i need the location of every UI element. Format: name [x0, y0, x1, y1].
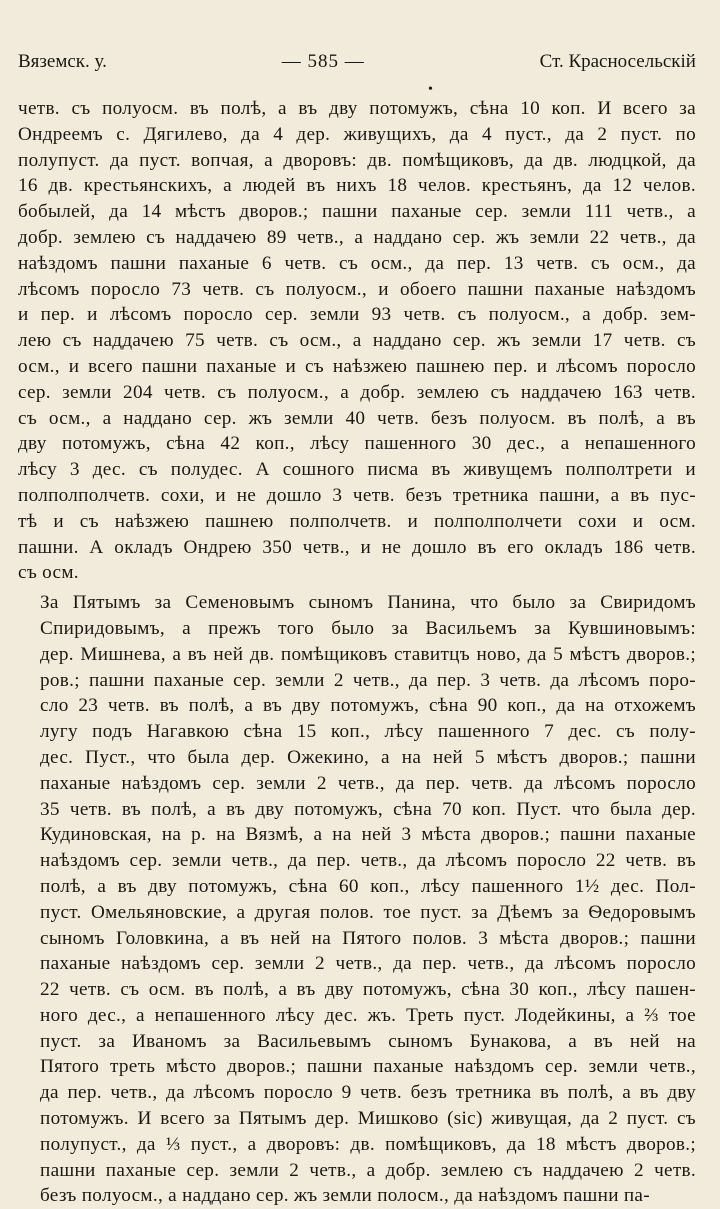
text-line: пуст. Омельяновские, а другая полов. тое пуст. за Дѣемъ за Ѳедоровымъ — [40, 901, 696, 923]
text-line: да пер. четв., да лѣсомъ поросло 9 четв. безъ третника въ полѣ, а въ дву — [40, 1082, 696, 1104]
text-line: съ осм. — [18, 562, 79, 584]
text-line: полупуст. да пуст. вопчая, а дворовъ: дв. помѣщиковъ, да дв. людцкой, да — [18, 149, 696, 171]
text-line: полупуст., да ⅓ пуст., а дворовъ: дв. помѣщиковъ, да 18 мѣстъ дворов.; — [40, 1133, 696, 1155]
text-line: Спиридовымъ, а прежъ того было за Васильемъ за Кувшиновымъ: — [40, 617, 696, 639]
text-line: полполполчетв. сохи, и не дошло 3 четв. безъ третника пашни, а въ пус- — [18, 484, 696, 506]
text-line: Кудиновская, на р. на Вязмѣ, а на ней 3 мѣста дворов.; пашни паханые — [40, 824, 696, 846]
text-line: 22 четв. съ осм. въ полѣ, а въ дву потомужъ, сѣна 30 коп., лѣсу пашен- — [40, 979, 696, 1001]
text-line: осм., и всего пашни паханые и съ наѣзжею пашнею пер. и лѣсомъ поросло — [18, 355, 696, 377]
text-line: сер. земли 204 четв. съ полуосм., а добр. землею съ наддачею 163 четв. — [18, 381, 696, 403]
text-line: тѣ и съ наѣзжею пашнею полполчетв. и полполполчети сохи и осм. — [18, 510, 696, 532]
text-line: 16 дв. крестьянскихъ, а людей въ нихъ 18 челов. крестьянъ, да 12 челов. — [18, 175, 696, 197]
text-line: четв. съ полуосм. въ полѣ, а въ дву потомужъ, сѣна 10 коп. И всего за — [18, 98, 696, 119]
text-line: лѣсомъ поросло 73 четв. съ полуосм., и обоего пашни паханые наѣздомъ — [18, 278, 696, 300]
running-header — [18, 50, 696, 74]
text-line: пашни паханые сер. земли 2 четв., а добр. землею съ наддачею 2 четв. — [40, 1159, 696, 1181]
text-line: паханые наѣздомъ сер. земли 2 четв., да пер. четв., да лѣсомъ поросло — [40, 953, 696, 975]
text-line: полѣ, а въ дву потомужъ, сѣна 60 коп., лѣсу пашенного 1½ дес. Пол- — [40, 875, 696, 897]
page-number: — 585 — — [281, 51, 365, 72]
text-line: бобылей, да 14 мѣстъ дворов.; пашни паханые сер. земли 111 четв., а — [18, 201, 696, 223]
text-line: дву потомужъ, сѣна 42 коп., лѣсу пашенного 30 дес., а непашенного — [18, 433, 696, 455]
text-line: наѣздомъ пашни паханые 6 четв. съ осм., да пер. 13 четв. съ осм., да — [18, 252, 696, 274]
paragraph-1 — [18, 96, 696, 586]
text-line: лугу подъ Нагавкою сѣна 15 коп., лѣсу пашенного 7 дес. съ полу- — [40, 721, 696, 743]
header-left: Вяземск. у. — [18, 51, 107, 72]
text-line: За Пятымъ за Семеновымъ сыномъ Панина, что было за Свиридомъ — [40, 592, 696, 614]
text-line: лѣсу 3 дес. съ полудес. А сошного писма въ живущемъ полполтрети и — [18, 459, 696, 481]
text-line: добр. землею съ наддачею 89 четв., а наддано сер. жъ земли 22 четв., да — [18, 226, 696, 248]
paragraph-2 — [18, 590, 696, 1209]
text-line: потомужъ. И всего за Пятымъ дер. Мишково (sic) живущая, да 2 пуст. съ — [40, 1108, 696, 1130]
text-line: дес. Пуст., что была дер. Ожекино, а на ней 5 мѣстъ дворов.; пашни — [40, 746, 696, 768]
header-right: Ст. Красносельскій — [539, 51, 696, 72]
body-text — [18, 96, 696, 1209]
text-line: безъ полуосм., а наддано сер. жъ земли полосм., да наѣздомъ пашни па- — [40, 1185, 650, 1207]
text-line: 35 четв. въ полѣ, а въ дву потомужъ, сѣна 70 коп. Пуст. что была дер. — [40, 798, 696, 820]
text-line: ного дес., а непашенного лѣсу дес. жъ. Треть пуст. Лодейкины, а ⅔ тое — [40, 1004, 696, 1026]
text-line: Пятого треть мѣсто дворов.; пашни паханые наѣздомъ сер. земли четв., — [40, 1056, 696, 1078]
text-line: наѣздомъ сер. земли четв., да пер. четв., да лѣсомъ поросло 22 четв. въ — [40, 850, 696, 872]
text-line: пуст. за Иваномъ за Васильевымъ сыномъ Бунакова, а въ ней на — [40, 1030, 696, 1052]
text-line: ров.; пашни паханые сер. земли 2 четв., да пер. 3 четв. да лѣсомъ поро- — [40, 669, 696, 691]
text-line: лею съ наддачею 75 четв. съ осм., а наддано сер. жъ земли 17 четв. съ — [18, 330, 696, 352]
print-dot: • — [428, 82, 433, 97]
text-line: паханые наѣздомъ сер. земли 2 четв., да пер. четв. да лѣсомъ поросло — [40, 772, 696, 794]
text-line: дер. Мишнева, а въ ней дв. помѣщиковъ ставитцъ ново, да 5 мѣстъ дворов.; — [40, 643, 696, 665]
text-line: пашни. А окладъ Ондрею 350 четв., и не дошло въ его окладъ 186 четв. — [18, 536, 696, 558]
text-line: сыномъ Головкина, а въ ней на Пятого полов. 3 мѣста дворов.; пашни — [40, 927, 696, 949]
text-line: и пер. и лѣсомъ поросло сер. земли 93 четв. съ полуосм., а добр. зем- — [18, 304, 696, 326]
text-line: Ондреемъ с. Дягилево, да 4 дер. живущихъ, да 4 пуст., да 2 пуст. по — [18, 123, 696, 145]
text-line: сло 23 четв. въ полѣ, а въ дву потомужъ, сѣна 90 коп., да на отхожемъ — [40, 695, 696, 717]
text-line: съ осм., а наддано сер. жъ земли 40 четв. безъ полуосм. въ полѣ, а въ — [18, 407, 696, 429]
